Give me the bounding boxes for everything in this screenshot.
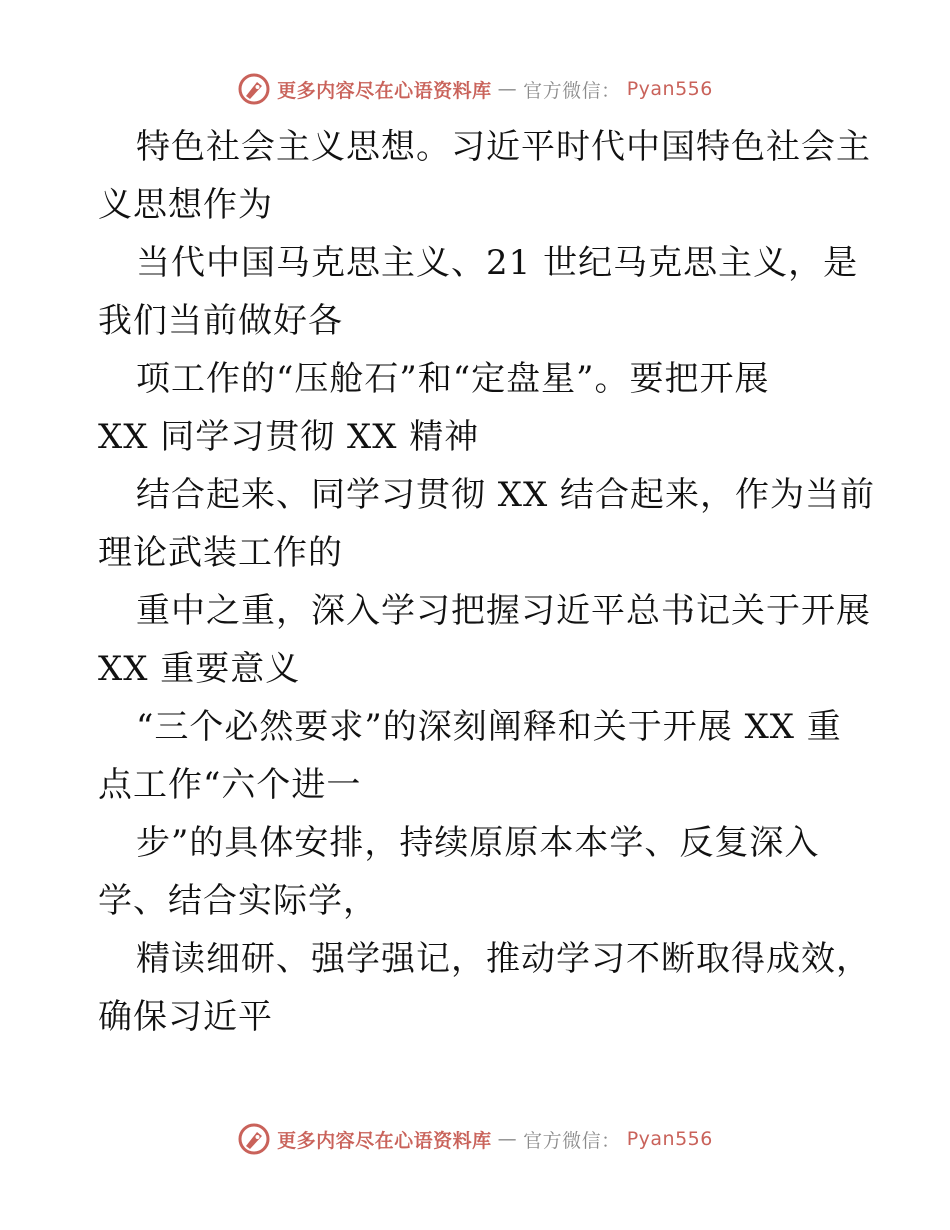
text-line: 学、结合实际学， (98, 881, 378, 921)
footer-dash: — (497, 1128, 518, 1150)
text-line: 当代中国马克思主义、21 世纪马克思主义，是 (136, 243, 859, 283)
text-line: 义思想作为 (98, 185, 273, 225)
text-line: 点工作“六个进一 (98, 765, 362, 805)
text-line: 特色社会主义思想。习近平时代中国特色社会主 (136, 127, 871, 167)
header-official-label: 官方微信： (523, 79, 621, 102)
header-banner (0, 72, 950, 106)
pen-nib-circle-icon (237, 72, 271, 106)
footer-banner (0, 1122, 950, 1156)
header-dash: — (497, 78, 518, 100)
text-line: “三个必然要求”的深刻阐释和关于开展 XX 重 (136, 707, 842, 747)
text-line: 精读细研、强学强记，推动学习不断取得成效， (136, 939, 871, 979)
text-line: XX 同学习贯彻 XX 精神 (98, 417, 480, 457)
header-brand: 更多内容尽在心语资料库 (277, 79, 492, 102)
text-line: 确保习近平 (98, 997, 273, 1037)
footer-brand: 更多内容尽在心语资料库 (277, 1129, 492, 1152)
text-line: 我们当前做好各 (98, 301, 343, 341)
text-line: 项工作的“压舱石”和“定盘星”。要把开展 (136, 359, 770, 399)
document-body (98, 118, 898, 1046)
footer-wechat-id: Pyan556 (626, 1128, 713, 1150)
footer-official-label: 官方微信： (523, 1129, 621, 1152)
text-line: 结合起来、同学习贯彻 XX 结合起来，作为当前 (136, 475, 876, 515)
text-line: 步”的具体安排，持续原原本本学、反复深入 (136, 823, 820, 863)
pen-nib-circle-icon (237, 1122, 271, 1156)
text-line: 理论武装工作的 (98, 533, 343, 573)
header-wechat-id: Pyan556 (626, 78, 713, 100)
text-line: XX 重要意义 (98, 649, 301, 689)
text-line: 重中之重，深入学习把握习近平总书记关于开展 (136, 591, 871, 631)
